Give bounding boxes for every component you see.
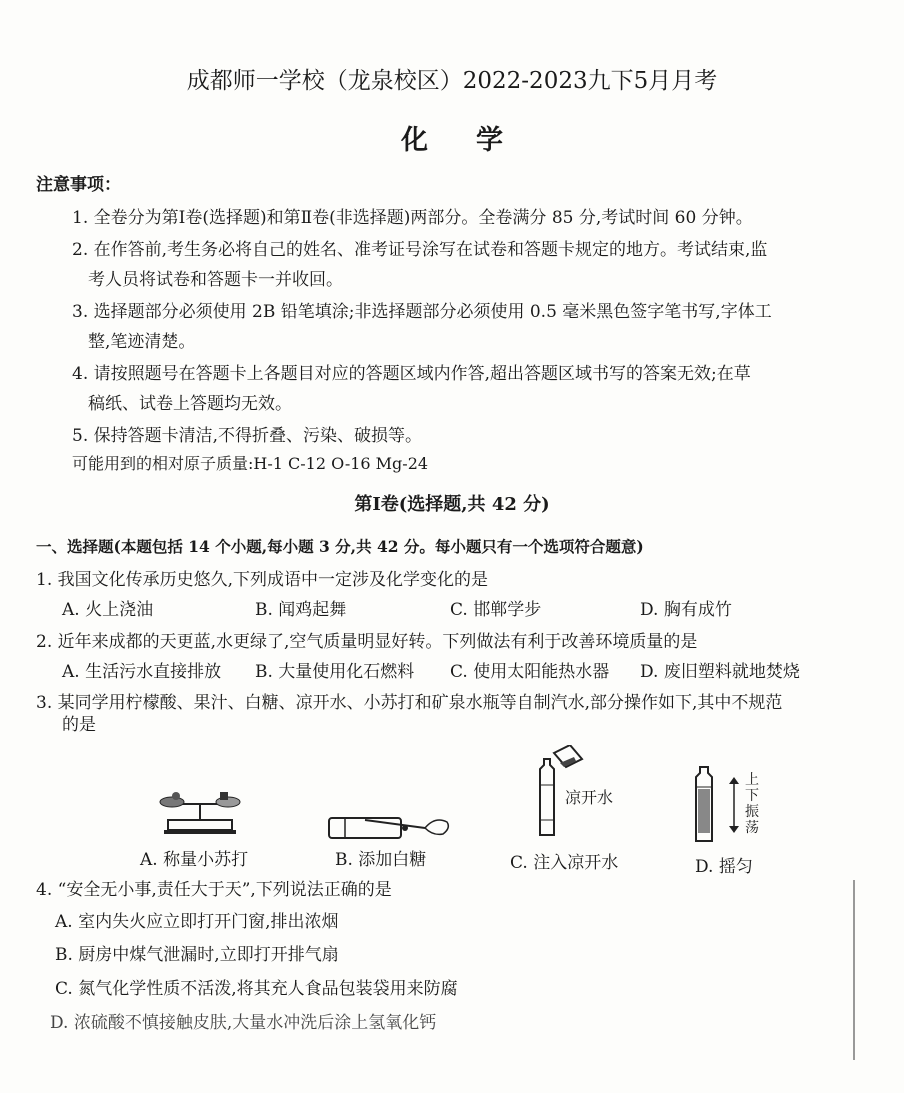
section-title: 第Ⅰ卷(选择题,共 42 分) [354,494,550,515]
up-down-arrow-icon [727,775,741,835]
note-5: 5. 保持答题卡清洁,不得折叠、污染、破损等。 [72,426,423,446]
q3-caption-d: D. 摇匀 [695,857,753,877]
note-3-cont: 整,笔迹清楚。 [88,332,196,352]
part-title: 一、选择题(本题包括 14 个小题,每小题 3 分,共 42 分。每小题只有一个选项符合题意) [36,537,644,556]
q3-caption-b: B. 添加白糖 [335,850,427,870]
note-4-cont: 稿纸、试卷上答题均无效。 [88,394,292,414]
q1-option-a: A. 火上浇油 [62,600,154,620]
q3-caption-a: A. 称量小苏打 [140,850,249,870]
q2-option-d: D. 废旧塑料就地焚烧 [640,662,800,682]
note-4: 4. 请按照题号在答题卡上各题目对应的答题区域内作答,超出答题区域书写的答案无效;在草 [72,364,751,384]
shake-bottle-icon [690,765,720,845]
q1-option-c: C. 邯郸学步 [450,600,542,620]
q4-option-b: B. 厨房中煤气泄漏时,立即打开排气扇 [55,945,339,965]
cool-water-label: 凉开水 [565,788,614,807]
q2-option-b: B. 大量使用化石燃料 [255,662,415,682]
q1-option-d: D. 胸有成竹 [640,600,732,620]
q1-option-b: B. 闻鸡起舞 [255,600,347,620]
q4-option-d: D. 浓硫酸不慎接触皮肤,大量水冲洗后涂上氢氧化钙 [50,1013,437,1033]
question-2-stem: 2. 近年来成都的天更蓝,水更绿了,空气质量明显好转。下列做法有利于改善环境质量的是 [36,632,698,652]
question-4-stem: 4. “安全无小事,责任大于天”,下列说法正确的是 [36,880,392,900]
question-3-stem: 3. 某同学用柠檬酸、果汁、白糖、凉开水、小苏打和矿泉水瓶等自制汽水,部分操作如下,其中不规范 [36,693,783,713]
note-2-cont: 考人员将试卷和答题卡一并收回。 [88,270,343,290]
notes-heading: 注意事项： [36,175,121,195]
question-3-stem-cont: 的是 [62,715,96,735]
scan-edge-line [853,880,855,1060]
balance-scale-icon [150,790,250,840]
atomic-mass-line: 可能用到的相对原子质量:H-1 C-12 O-16 Mg-24 [72,454,429,473]
note-2: 2. 在作答前,考生务必将自己的姓名、准考证号涂写在试卷和答题卡规定的地方。考试结束,监 [72,240,768,260]
question-1-stem: 1. 我国文化传承历史悠久,下列成语中一定涉及化学变化的是 [36,570,489,590]
shake-label: 上下振荡 [745,772,759,836]
q4-option-a: A. 室内失火应立即打开门窗,排出浓烟 [55,912,339,932]
q2-option-a: A. 生活污水直接排放 [62,662,222,682]
subject-heading: 化学 [401,125,551,156]
q3-caption-c: C. 注入凉开水 [510,853,619,873]
note-1: 1. 全卷分为第Ⅰ卷(选择题)和第Ⅱ卷(非选择题)两部分。全卷满分 85 分,考试时间 60 分钟。 [72,208,753,228]
note-3: 3. 选择题部分必须使用 2B 铅笔填涂;非选择题部分必须使用 0.5 毫米黑色签字笔书写,字体工 [72,302,772,322]
test-tube-spatula-icon [325,810,455,845]
q4-option-c: C. 氮气化学性质不活泼,将其充人食品包装袋用来防腐 [55,979,458,999]
exam-title: 成都师一学校（龙泉校区）2022-2023九下5月月考 [186,68,718,94]
q2-option-c: C. 使用太阳能热水器 [450,662,610,682]
